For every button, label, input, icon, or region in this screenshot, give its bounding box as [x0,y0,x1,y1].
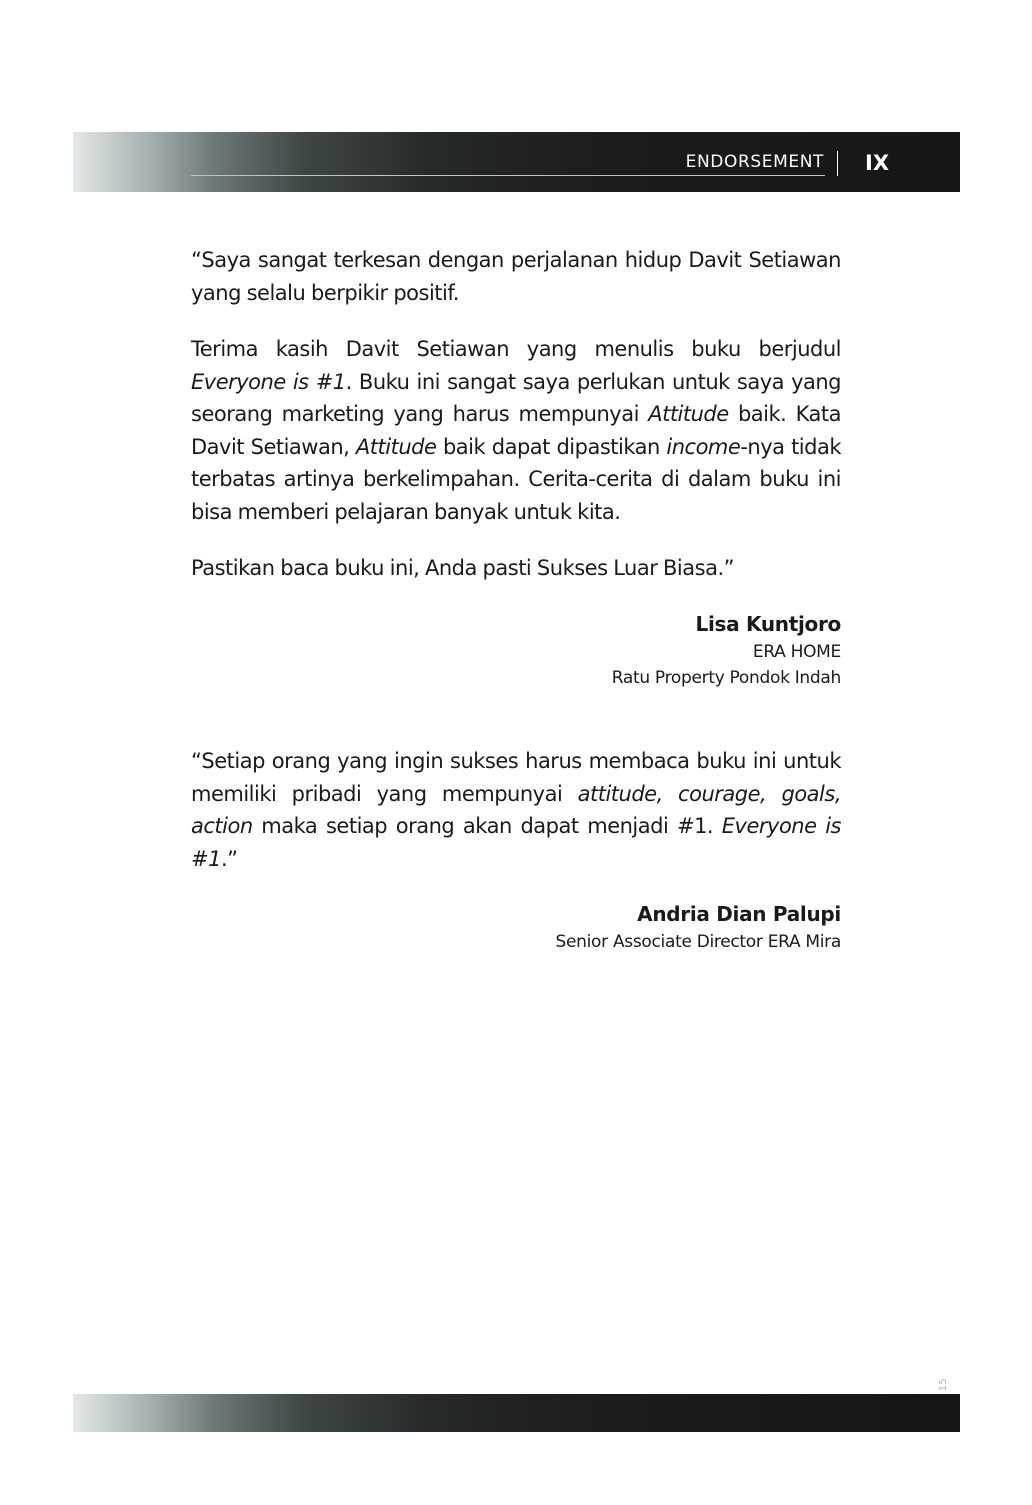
italic-term: Attitude [355,434,437,459]
endorsement-paragraph [191,333,841,528]
endorser-affiliation: ERA HOME [752,641,841,662]
text-run: baik dapat dipastikan [436,434,667,459]
endorser-name: Lisa Kuntjoro [695,611,841,636]
header-band [73,132,960,192]
footer-code: 15 [938,1378,949,1392]
text-run: maka setiap orang akan dapat menjadi #1. [252,814,722,838]
endorsement-paragraph: “Saya sangat terkesan dengan perjalanan hidup Davit Setiawan yang selalu berpikir positif. [191,248,841,305]
text-run: .” [220,846,238,871]
header-divider [837,151,838,176]
endorsement-andria-dian-palupi [191,745,841,955]
header-rule [191,175,825,176]
italic-term: attitude, courage, goals, action [191,781,842,838]
signature-block [191,609,841,691]
footer-band [73,1394,960,1432]
text-run: baik. Kata Davit Setiawan, [191,402,842,459]
book-title: Everyone is #1 [191,369,346,394]
running-header-section: ENDORSEMENT [685,152,824,172]
endorsement-paragraph [191,745,841,875]
signature-block [191,899,841,955]
italic-term: Attitude [648,402,729,426]
text-run: . Buku ini sangat saya perlukan untuk saya yang seorang marketing yang harus mempunyai [191,369,841,426]
italic-term: income [666,434,741,459]
endorser-name: Andria Dian Palupi [637,902,841,926]
endorser-affiliation: Ratu Property Pondok Indah [611,667,841,688]
endorsement-paragraph: Pastikan baca buku ini, Anda pasti Sukses Luar Biasa.” [191,556,735,580]
text-run: Terima kasih Davit Setiawan yang menulis buku berjudul [191,337,841,361]
page-number: IX [865,151,890,175]
text-run: -nya tidak terbatas artinya berkelimpahan. Cerita-cerita di dalam buku ini bisa memberi pelajaran banyak untuk kita. [191,434,842,524]
text-run: “Setiap orang yang ingin sukses harus membaca buku ini untuk memiliki pribadi yang mempunyai [191,749,841,806]
endorsement-lisa-kuntjoro [191,244,841,691]
book-title: Everyone is #1 [191,814,841,871]
endorser-affiliation: Senior Associate Director ERA Mira [555,932,841,952]
